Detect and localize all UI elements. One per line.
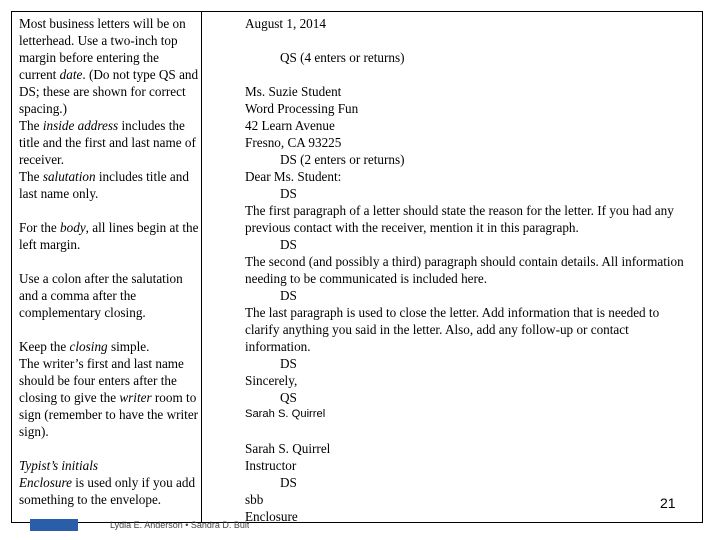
inside-address-line: Fresno, CA 93225 — [245, 135, 342, 150]
instructions-column — [19, 15, 199, 508]
instruction-punctuation: Use a colon after the salutation and a comma after the complementary closing. — [19, 271, 183, 320]
body-paragraph: The last paragraph is used to close the letter. Add information that is needed to clarify anything you said in the letter. Also, add any follow-up or contact information. — [245, 305, 660, 354]
signature: Sarah S. Quirrel — [245, 408, 326, 420]
page-number: 21 — [660, 495, 676, 511]
footer-authors: Lydia E. Anderson • Sandra D. Bult — [110, 520, 250, 530]
instruction-inside-address: The inside address includes the title and the first and last name of receiver. — [19, 118, 196, 167]
publisher-logo — [30, 519, 78, 531]
inside-address-line: 42 Learn Avenue — [245, 118, 335, 133]
spacing-note: DS (2 enters or returns) — [280, 152, 405, 167]
letter-date: August 1, 2014 — [245, 16, 326, 31]
spacing-note: DS — [280, 237, 297, 252]
spacing-note: DS — [280, 356, 297, 371]
spacing-note: QS — [280, 390, 297, 405]
inside-address-line: Ms. Suzie Student — [245, 84, 342, 99]
instruction-writer-name: The writer’s first and last name should be four enters after the closing to give the writer room to sign (remember to have the writer sign). — [19, 356, 199, 439]
body-paragraph: The second (and possibly a third) paragraph should contain details. All information needing to be communicated is included here. — [245, 254, 684, 286]
complimentary-closing: Sincerely, — [245, 373, 298, 388]
sample-letter — [245, 15, 695, 525]
spacing-note: DS — [280, 186, 297, 201]
spacing-note: QS (4 enters or returns) — [280, 50, 405, 65]
instruction-initials: Typist’s initials — [19, 458, 99, 473]
column-divider — [201, 11, 202, 523]
typist-initials: sbb — [245, 492, 264, 507]
body-paragraph: The first paragraph of a letter should state the reason for the letter. If you had any previous contact with the receiver, mention it in this paragraph. — [245, 203, 674, 235]
letter-salutation: Dear Ms. Student: — [245, 169, 342, 184]
enclosure-notation: Enclosure — [245, 509, 298, 524]
instruction-body: For the body, all lines begin at the left margin. — [19, 220, 199, 252]
instruction-date: Most business letters will be on letterhead. Use a two-inch top margin before entering the current date. (Do not type QS and DS; these are shown for correct spacing.) — [19, 16, 199, 116]
writer-name: Sarah S. Quirrel — [245, 441, 331, 456]
writer-title: Instructor — [245, 458, 297, 473]
inside-address-line: Word Processing Fun — [245, 101, 359, 116]
instruction-salutation: The salutation includes title and last name only. — [19, 169, 189, 201]
spacing-note: DS — [280, 288, 297, 303]
spacing-note: DS — [280, 475, 297, 490]
instruction-closing: Keep the closing simple. — [19, 339, 150, 354]
instruction-enclosure: Enclosure is used only if you add something to the envelope. — [19, 475, 196, 507]
